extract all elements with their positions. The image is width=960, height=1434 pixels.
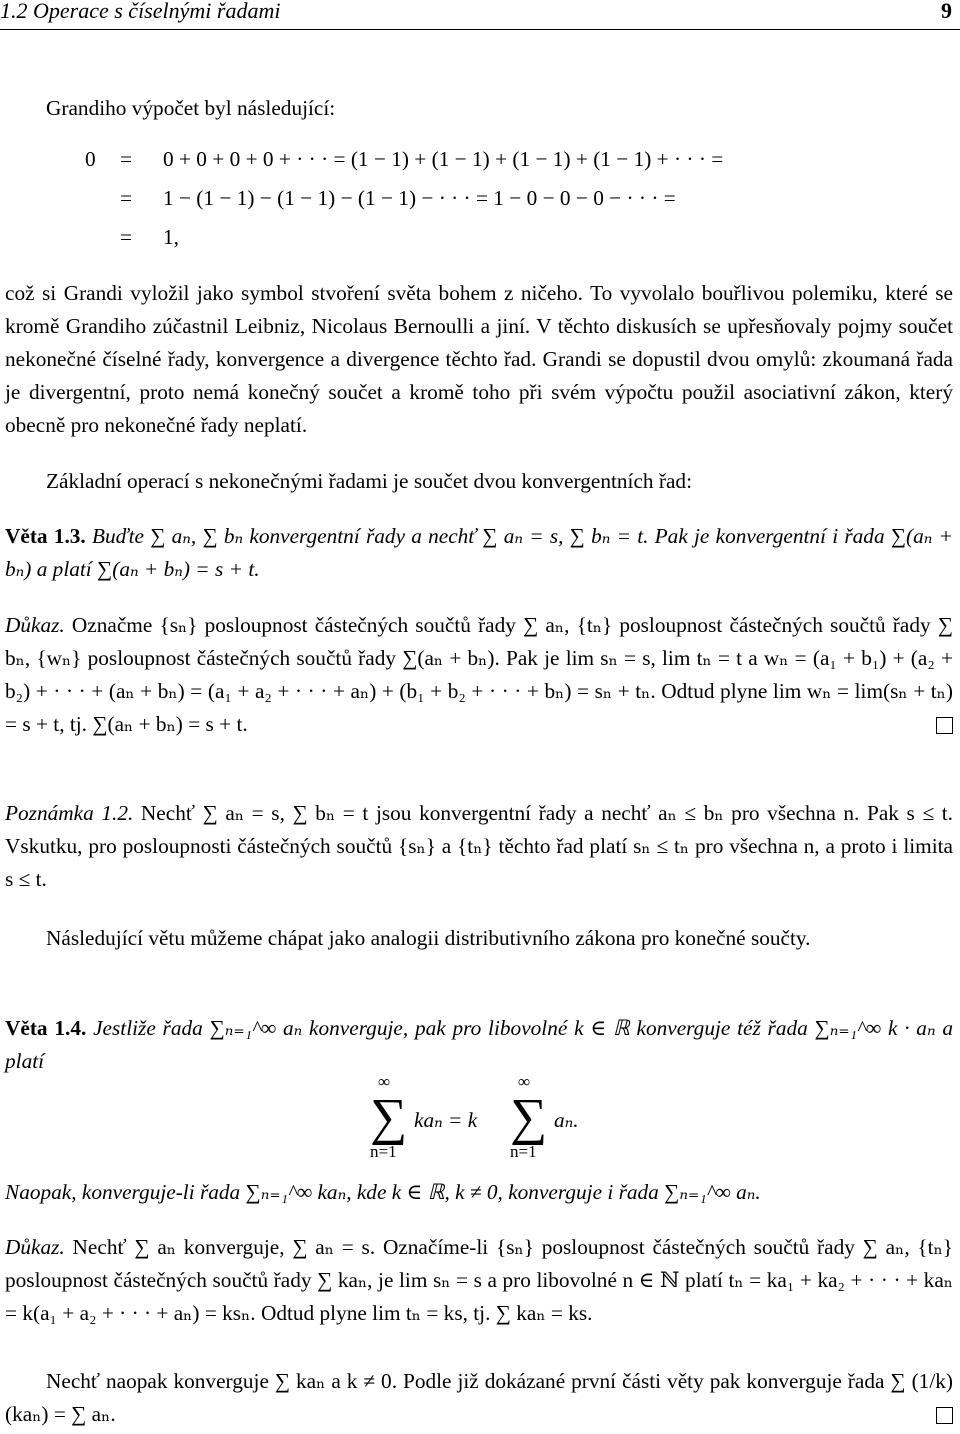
display-right-term: aₙ. [554,1108,579,1132]
section-title: 1.2 Operace s číselnými řadami [0,0,281,23]
equation-rhs: 0 + 0 + 0 + 0 + · · · = (1 − 1) + (1 − 1) + (1 − 1) + (1 − 1) + · · · = [163,147,724,171]
remark-1-2 [5,797,953,896]
equation-line-2 [0,186,960,226]
sum-sign-icon: ∑ [510,1089,548,1146]
theorem-label: Věta 1.4. [5,1016,87,1040]
equation-rhs: 1 − (1 − 1) − (1 − 1) − (1 − 1) − · · · = 1 − 0 − 0 − 0 − · · · = [163,186,676,210]
equation-lhs: 0 [85,147,96,171]
equation-relation: = [120,147,133,171]
proof-1-4 [5,1231,953,1330]
theorem-statement: Jestliže řada ∑ₙ₌₁^∞ aₙ konverguje, pak pro libovolné k ∈ ℝ konverguje též řada ∑ₙ₌₁^∞ k · aₙ a platí [5,1016,954,1073]
display-equation [360,1072,660,1164]
sum-sign-icon: ∑ [370,1089,408,1146]
equation-line-3 [0,225,960,265]
proof-text: Nechť ∑ aₙ konverguje, ∑ aₙ = s. Označíme-li {sₙ} posloupnost částečných součtů řady ∑ aₙ, {tₙ} posloupnost částečných součtů řady ∑ kaₙ, je lim sₙ = s a pro libovolné n ∈ ℕ platí tₙ = ka₁ + ka₂ + · · · + kaₙ = k(a₁ + a₂ + · · · + aₙ) = ksₙ. Odtud plyne lim tₙ = ks, tj. ∑ kaₙ = ks. [5,1235,954,1325]
grandi-intro: Grandiho výpočet byl následující: [46,96,336,120]
converse-statement: Naopak, konverguje-li řada ∑ₙ₌₁^∞ kaₙ, kde k ∈ ℝ, k ≠ 0, konverguje i řada ∑ₙ₌₁^∞ aₙ. [5,1180,761,1204]
equation-relation: = [120,225,133,249]
remark-label: Poznámka 1.2. [5,801,134,825]
theorem-label: Věta 1.3. [5,524,86,548]
theorem-1-4-converse [5,1176,953,1209]
equation-line-1 [0,147,960,187]
proof-label: Důkaz. [5,613,65,637]
theorem-1-4 [5,1012,953,1078]
header-rule [0,29,960,30]
qed-square-icon [936,1407,953,1424]
theorem-1-3 [5,520,953,586]
display-left-term: kaₙ = k [414,1108,478,1132]
proof-text: Označme {sₙ} posloupnost částečných součtů řady ∑ aₙ, {tₙ} posloupnost částečných součtů řady ∑ bₙ, {wₙ} posloupnost částečných součtů řady ∑(aₙ + bₙ). Pak je lim sₙ = s, lim tₙ = t a wₙ = (a₁ + b₁) + (a₂ + b₂) + · · · + (aₙ + bₙ) = (a₁ + a₂ + · · · + aₙ) + (b₁ + b₂ + · · · + bₙ) = sₙ + tₙ. Odtud plyne lim wₙ = lim(sₙ + tₙ) = s + t, tj. ∑(aₙ + bₙ) = s + t. [5,613,953,736]
proof-converse-text: Nechť naopak konverguje ∑ kaₙ a k ≠ 0. Podle již dokázané první části věty pak konverguje řada ∑ (1/k)(kaₙ) = ∑ aₙ. [5,1369,953,1426]
history-paragraph: což si Grandi vyložil jako symbol stvoření světa bohem z ničeho. To vyvolalo bouřlivou polemiku, které se kromě Grandiho zúčastnil Leibniz, Nicolaus Bernoulli a jiní. V těchto diskusích se upřesňovaly pojmy součet nekonečné číselné řady, konvergence a divergence těchto řad. Grandi se dopustil dvou omylů: zkoumaná řada je divergentní, proto nemá konečný součet a kromě toho při svém výpočtu použil asociativní zákon, který obecně pro nekonečné řady neplatí. [5,281,953,437]
sum-lower-limit: n=1 [370,1142,397,1161]
theorem-statement: Buďte ∑ aₙ, ∑ bₙ konvergentní řady a nechť ∑ aₙ = s, ∑ bₙ = t. Pak je konvergentní i řada ∑(aₙ + bₙ) a platí ∑(aₙ + bₙ) = s + t. [5,524,953,581]
proof-1-4-converse [5,1365,953,1431]
sum-lower-limit: n=1 [510,1142,537,1161]
page-number: 9 [941,0,952,23]
equation-rhs: 1, [163,225,179,249]
equation-relation: = [120,186,133,210]
remark-text: Nechť ∑ aₙ = s, ∑ bₙ = t jsou konvergentní řady a nechť aₙ ≤ bₙ pro všechna n. Pak s ≤ t. Vskutku, pro posloupnosti částečných součtů {sₙ} a {tₙ} těchto řad platí sₙ ≤ tₙ pro všechna n, a proto i limita s ≤ t. [5,801,953,891]
sum-intro: Základní operací s nekonečnými řadami je součet dvou konvergentních řad: [46,469,692,493]
sum-upper-limit: ∞ [518,1072,531,1091]
running-header [0,0,960,32]
distributive-intro: Následující větu můžeme chápat jako analogii distributivního zákona pro konečné součty. [46,926,811,950]
sum-upper-limit: ∞ [378,1072,391,1091]
proof-1-3 [5,609,953,741]
qed-square-icon [936,717,953,734]
proof-label: Důkaz. [5,1235,65,1259]
